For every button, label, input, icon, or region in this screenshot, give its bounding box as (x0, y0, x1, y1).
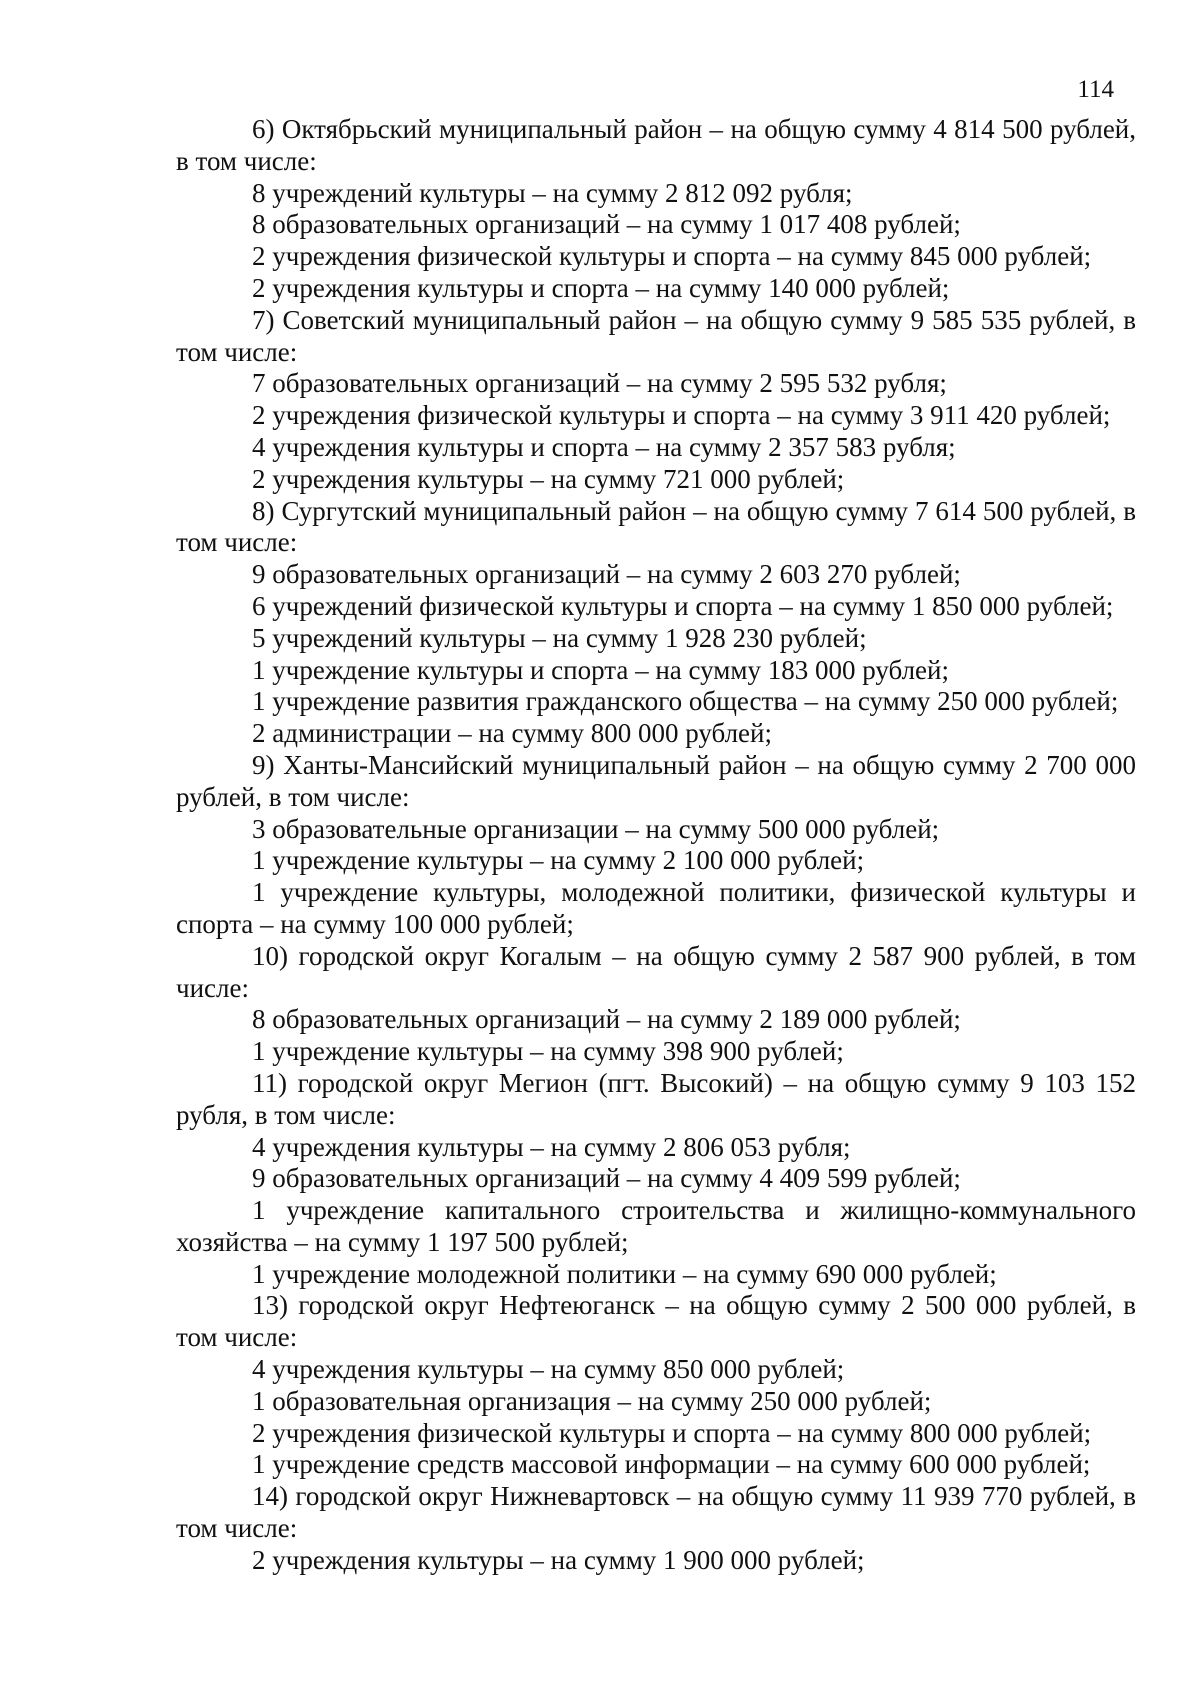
list-item: 1 учреждение культуры и спорта – на сумму 183 000 рублей; (252, 654, 949, 685)
list-item: 2 учреждения культуры – на сумму 1 900 000 рублей; (252, 1544, 865, 1575)
paragraph-nefteyugansk: 13) городской округ Нефтеюганск – на общую сумму 2 500 000 рублей, в том числе: (176, 1290, 1136, 1353)
list-item: 1 учреждение культуры – на сумму 2 100 000 рублей; (252, 845, 865, 876)
list-item: 3 образовательные организации – на сумму 500 000 рублей; (252, 813, 940, 844)
list-item: 4 учреждения культуры и спорта – на сумму 2 357 583 рубля; (252, 431, 956, 462)
list-item: 1 учреждение развития гражданского общества – на сумму 250 000 рублей; (252, 686, 1119, 717)
list-item: 1 учреждение культуры – на сумму 398 900 рублей; (252, 1036, 844, 1067)
paragraph-nizhnevartovsk: 14) городской округ Нижневартовск – на общую сумму 11 939 770 рублей, в том числе: (176, 1481, 1136, 1544)
list-item: 1 учреждение молодежной политики – на сумму 690 000 рублей; (252, 1258, 997, 1289)
list-item: 2 учреждения физической культуры и спорта – на сумму 3 911 420 рублей; (252, 400, 1111, 431)
paragraph-oktyabrsky-district: 6) Октябрьский муниципальный район – на общую сумму 4 814 500 рублей, в том числе: (176, 114, 1136, 176)
list-item: 2 учреждения культуры и спорта – на сумму 140 000 рублей; (252, 272, 950, 303)
list-item: 7 образовательных организаций – на сумму 2 595 532 рубля; (252, 368, 947, 399)
list-item: 4 учреждения культуры – на сумму 2 806 053 рубля; (252, 1131, 851, 1162)
paragraph-khanty-mansiysk-district: 9) Ханты-Мансийский муниципальный район – на общую сумму 2 700 000 рублей, в том числе: (176, 749, 1136, 812)
list-item: 9 образовательных организаций – на сумму 2 603 270 рублей; (252, 559, 961, 590)
list-item-wrapped: 1 учреждение культуры, молодежной политики, физической культуры и спорта – на сумму 100 000 рублей; (176, 877, 1136, 939)
list-item-wrapped: 1 учреждение капитального строительства и жилищно-коммунального хозяйства – на сумму 1 197 500 рублей; (176, 1195, 1136, 1257)
list-item: 1 образовательная организация – на сумму 250 000 рублей; (252, 1385, 932, 1416)
list-item: 2 администрации – на сумму 800 000 рублей; (252, 718, 772, 749)
list-item: 8 образовательных организаций – на сумму 1 017 408 рублей; (252, 209, 961, 240)
paragraph-megion: 11) городской округ Мегион (пгт. Высокий) – на общую сумму 9 103 152 рубля, в том числе: (176, 1067, 1136, 1130)
paragraph-sovetsky-district: 7) Советский муниципальный район – на общую сумму 9 585 535 рублей, в том числе: (176, 304, 1136, 367)
list-item: 5 учреждений культуры – на сумму 1 928 230 рублей; (252, 622, 867, 653)
list-item: 4 учреждения культуры – на сумму 850 000 рублей; (252, 1354, 845, 1385)
page-number: 114 (1077, 76, 1114, 103)
document-body (176, 114, 1136, 1577)
list-item: 9 образовательных организаций – на сумму 4 409 599 рублей; (252, 1163, 961, 1194)
list-item: 2 учреждения физической культуры и спорта – на сумму 800 000 рублей; (252, 1417, 1092, 1448)
list-item: 1 учреждение средств массовой информации – на сумму 600 000 рублей; (252, 1449, 1091, 1480)
list-item: 8 учреждений культуры – на сумму 2 812 092 рубля; (252, 177, 853, 208)
list-item: 8 образовательных организаций – на сумму 2 189 000 рублей; (252, 1004, 961, 1035)
list-item: 2 учреждения культуры – на сумму 721 000 рублей; (252, 463, 845, 494)
list-item: 6 учреждений физической культуры и спорта – на сумму 1 850 000 рублей; (252, 590, 1114, 621)
list-item: 2 учреждения физической культуры и спорта – на сумму 845 000 рублей; (252, 241, 1092, 272)
paragraph-kogalym: 10) городской округ Когалым – на общую сумму 2 587 900 рублей, в том числе: (176, 940, 1136, 1003)
paragraph-surgut-district: 8) Сургутский муниципальный район – на общую сумму 7 614 500 рублей, в том числе: (176, 495, 1136, 558)
